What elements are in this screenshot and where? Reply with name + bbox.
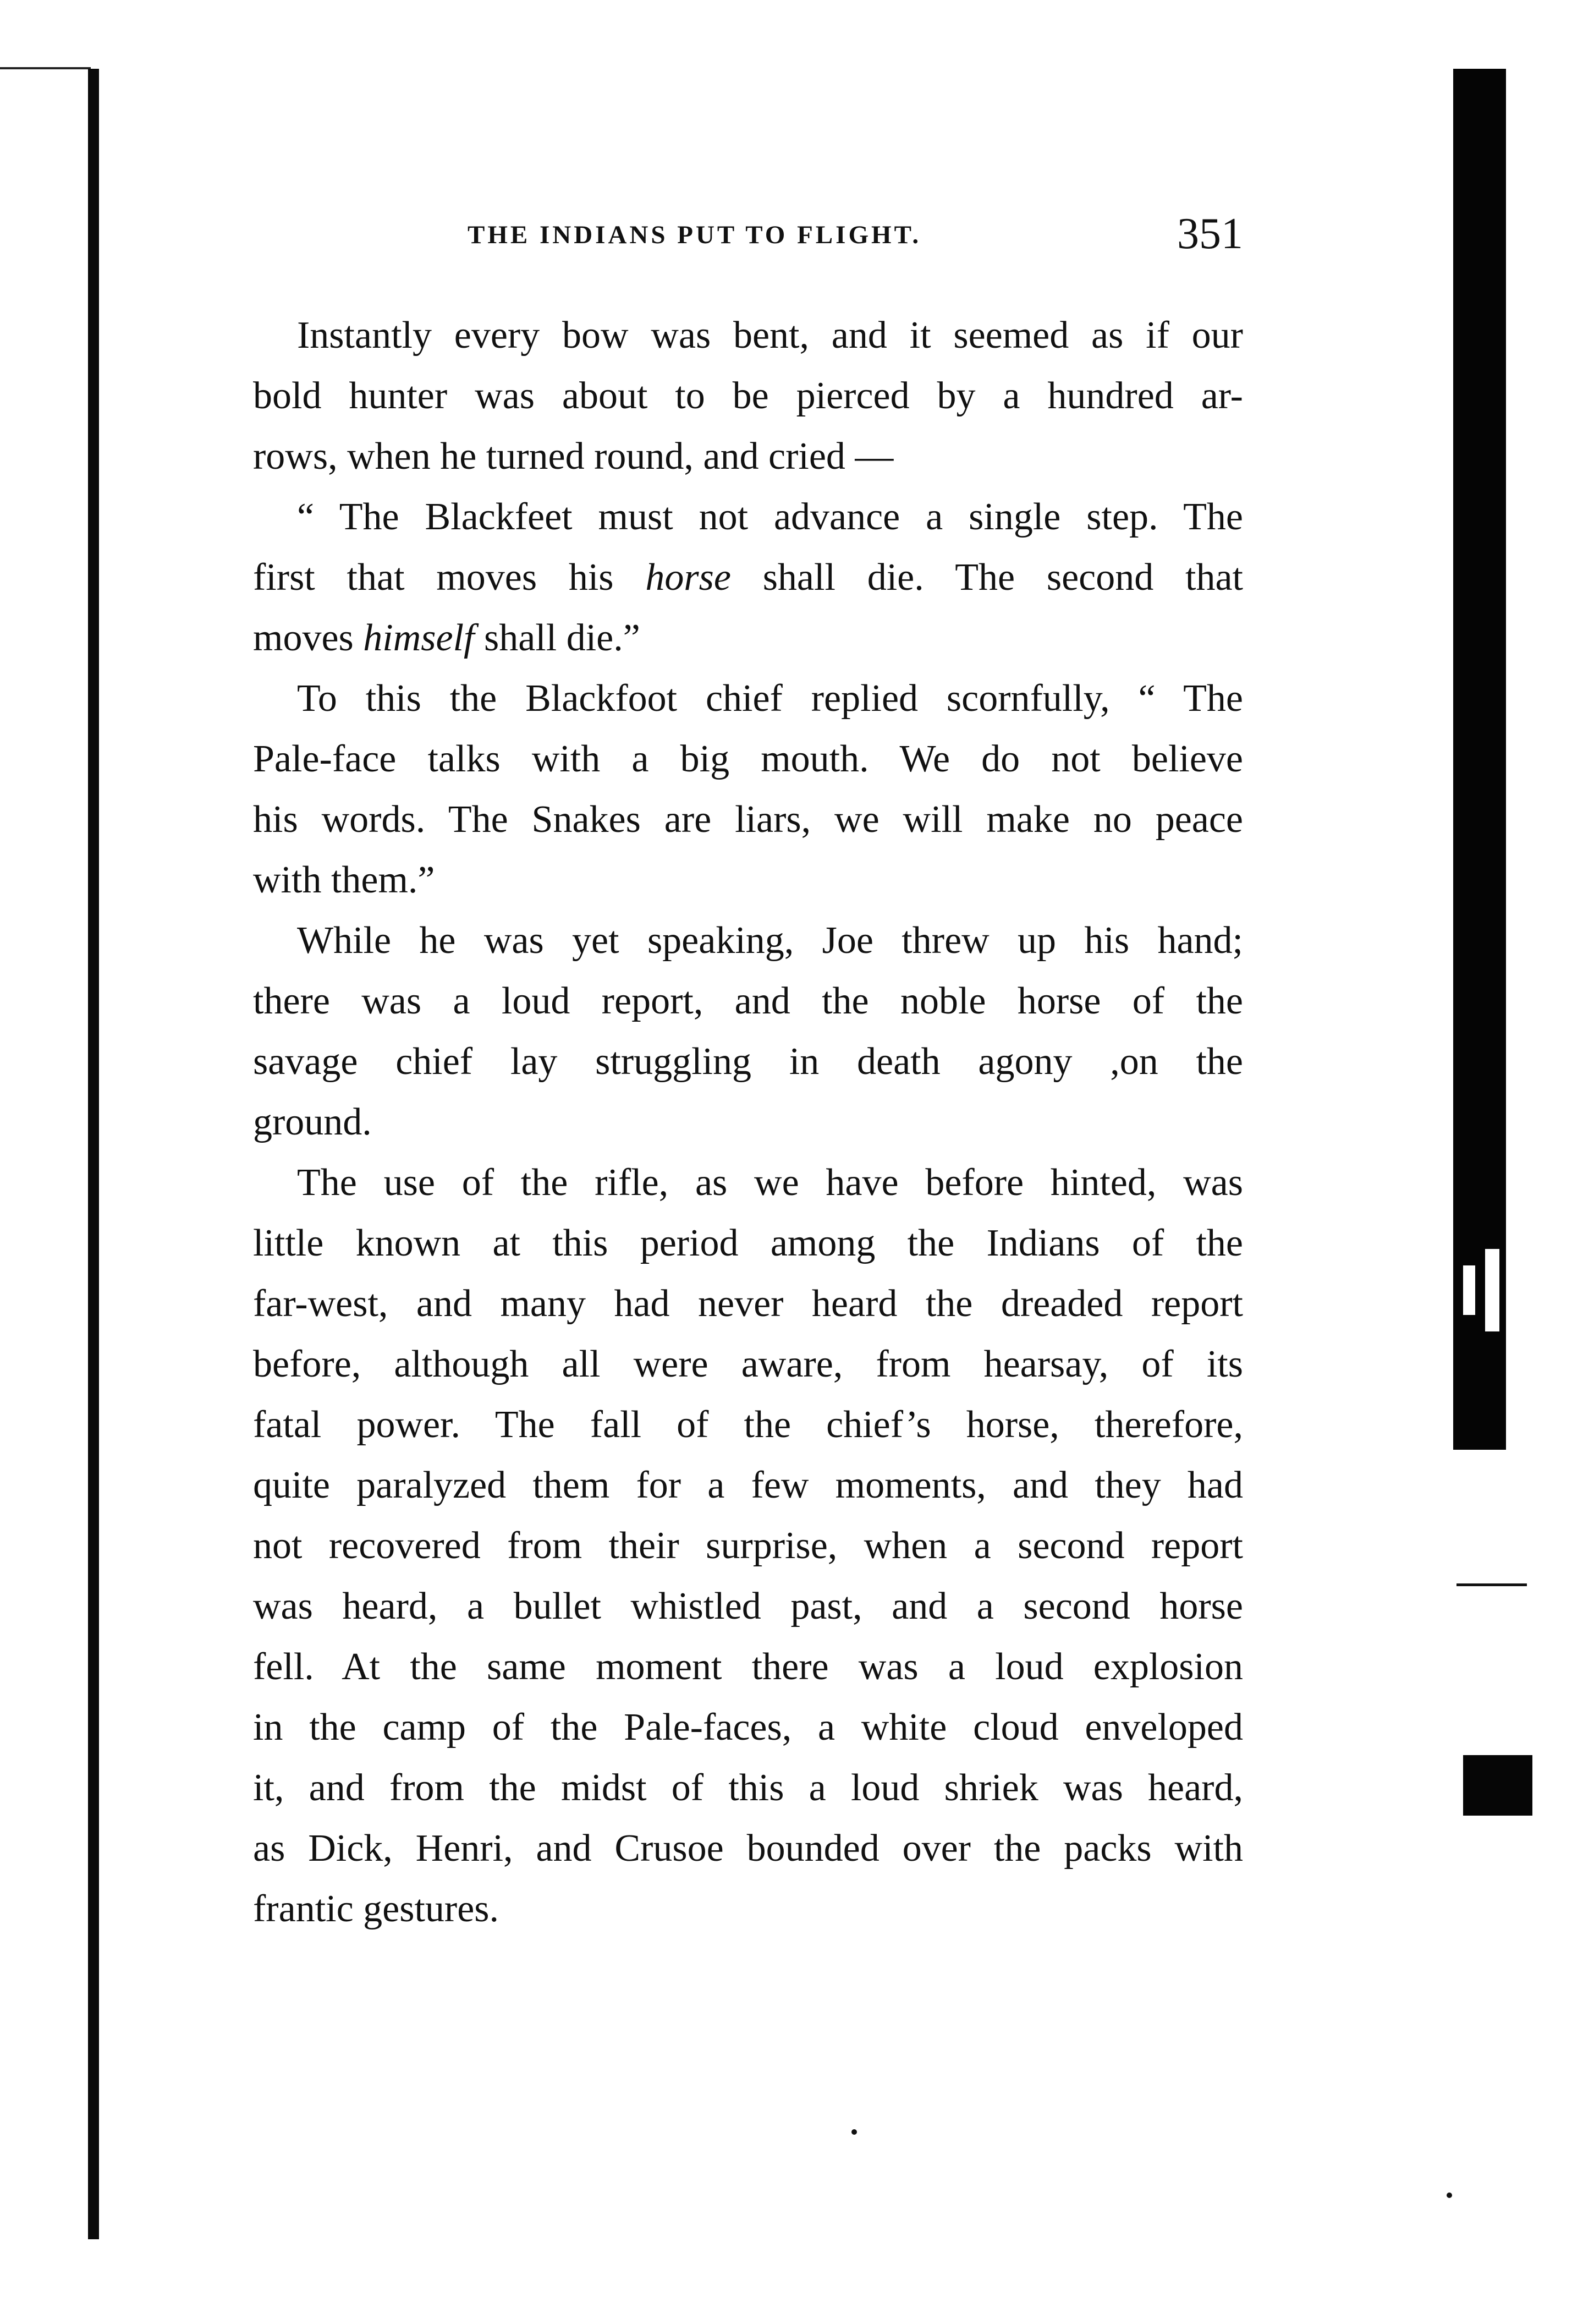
text-run: shall die.” [474,617,640,659]
text-line: with them.” [253,859,435,901]
italic-word: horse [645,556,731,599]
text-run: first that moves his [253,556,646,599]
text-line: before, although all were aware, from hearsay, of its [253,1343,1243,1385]
running-head-title: THE INDIANS PUT TO FLIGHT. [468,221,922,249]
text-line: in the camp of the Pale-faces, a white cloud enveloped [253,1706,1243,1749]
text-line: quite paralyzed them for a few moments, and they had [253,1464,1243,1506]
text-line: not recovered from their surprise, when a second report [253,1525,1243,1567]
text-line: To this the Blackfoot chief replied scornfully, “ The [297,677,1243,720]
page-number: 351 [1177,210,1243,258]
text-line: While he was yet speaking, Joe threw up his hand; [297,919,1243,962]
text-line: The use of the rifle, as we have before hinted, was [297,1161,1243,1204]
scan-edge-block [1463,1755,1532,1816]
running-head [253,209,1243,275]
text-run: shall die. The second that [730,556,1243,599]
text-line: rows, when he turned round, and cried — [253,435,894,478]
text-line: Instantly every bow was bent, and it seemed as if our [297,314,1243,357]
text-line: it, and from the midst of this a loud shriek was heard, [253,1767,1243,1809]
text-line: bold hunter was about to be pierced by a hundred ar- [253,375,1243,417]
text-line: fell. At the same moment there was a loud explosion [253,1646,1243,1688]
text-line: frantic gestures. [253,1888,499,1930]
text-line: his words. The Snakes are liars, we will make no peace [253,798,1243,841]
text-line: far-west, and many had never heard the dreaded report [253,1282,1243,1325]
text-line: little known at this period among the Indians of the [253,1222,1243,1264]
text-line: was heard, a bullet whistled past, and a second horse [253,1585,1243,1627]
text-line: fatal power. The fall of the chief’s horse, therefore, [253,1404,1243,1446]
scan-spine-shadow [88,69,99,2239]
italic-word: himself [363,617,475,659]
scan-speck [851,2129,857,2135]
scan-edge-notch [1463,1265,1475,1315]
text-line: Pale-face talks with a big mouth. We do not believe [253,738,1243,780]
text-line: “ The Blackfeet must not advance a single step. The [297,496,1243,538]
text-line: ground. [253,1101,372,1143]
text-line: as Dick, Henri, and Crusoe bounded over the packs with [253,1827,1243,1870]
text-line: savage chief lay struggling in death agony ,on the [253,1040,1243,1083]
body-text [253,305,1243,1939]
scan-edge-rule [1456,1583,1527,1586]
scan-edge-notch [1485,1249,1499,1331]
scan-edge-shadow [1453,69,1506,1450]
scan-speck [1447,2193,1452,2198]
scan-top-rule [0,67,91,69]
text-line: there was a loud report, and the noble horse of the [253,980,1243,1022]
text-run: moves [253,617,364,659]
text-line [253,547,1243,608]
text-line [253,608,1243,668]
